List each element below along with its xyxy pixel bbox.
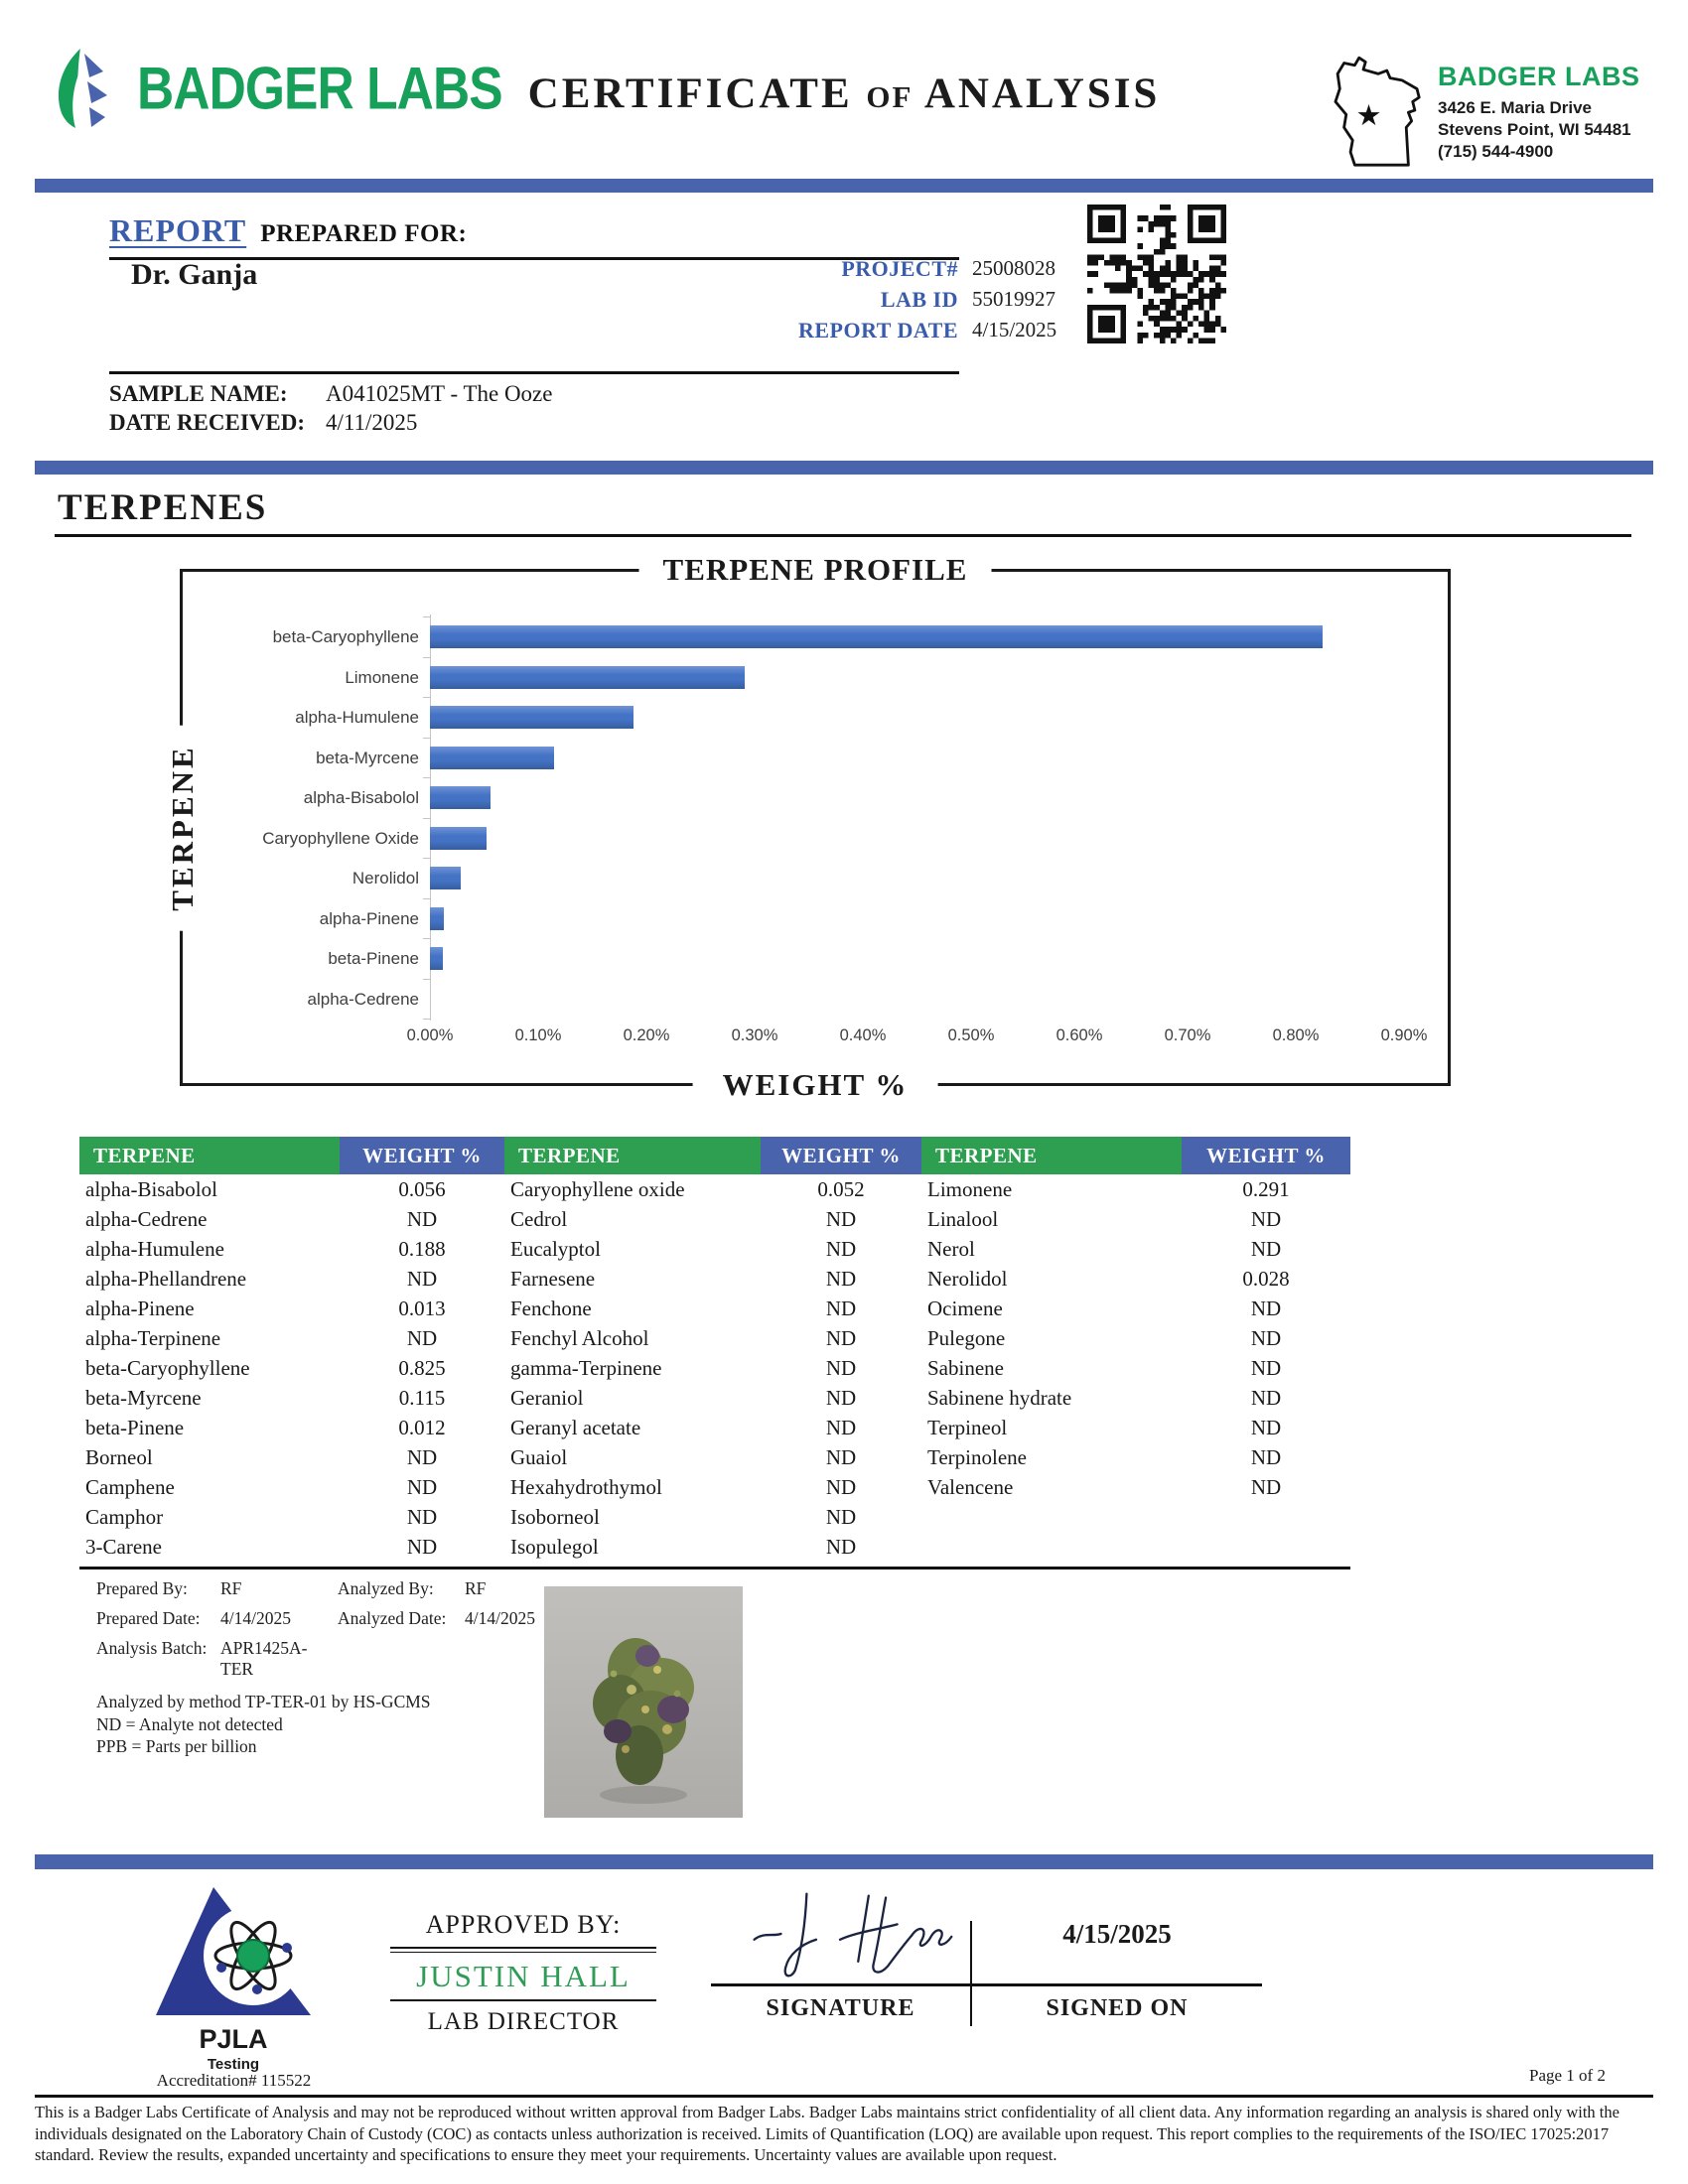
table-header-cell: WEIGHT % <box>761 1137 921 1174</box>
approver-rule <box>390 1999 656 2001</box>
prepared-by-label: Prepared By: <box>96 1578 188 1598</box>
terpene-weight-cell: ND <box>406 1445 438 1469</box>
lab-name: BADGER LABS <box>1438 62 1640 91</box>
lab-address-line2: Stevens Point, WI 54481 <box>1438 120 1631 139</box>
approved-by-block <box>390 1910 656 2036</box>
table-row <box>79 1472 1350 1502</box>
terpene-name-cell: Cedrol <box>510 1207 568 1231</box>
chart-bar <box>430 706 633 729</box>
qr-code <box>1087 205 1226 343</box>
terpene-name-cell: Nerolidol <box>927 1267 1008 1291</box>
ppb-note: PPB = Parts per billion <box>96 1736 257 1756</box>
table-header-cell: TERPENE <box>79 1137 340 1174</box>
signature-label: SIGNATURE <box>766 1995 915 2021</box>
terpene-name-cell: Fenchyl Alcohol <box>510 1326 649 1350</box>
terpene-weight-cell: ND <box>1250 1386 1282 1410</box>
terpene-weight-cell: ND <box>825 1267 857 1291</box>
chart-category-label: alpha-Bisabolol <box>303 788 419 807</box>
terpene-name-cell: 3-Carene <box>85 1535 162 1559</box>
prepared-by-value: RF <box>220 1578 242 1598</box>
terpene-name-cell: Linalool <box>927 1207 999 1231</box>
terpene-name-cell <box>921 1532 1182 1562</box>
chart-category-label: alpha-Pinene <box>319 908 419 928</box>
terpene-name-cell: Sabinene hydrate <box>927 1386 1072 1410</box>
terpene-weight-cell: 0.056 <box>398 1177 446 1201</box>
terpene-name-cell: Geraniol <box>510 1386 584 1410</box>
prepared-for-label: PREPARED FOR: <box>260 220 468 247</box>
sample-photo <box>544 1586 743 1818</box>
chart-category-label: Nerolidol <box>352 869 419 887</box>
chart-bar <box>430 786 491 809</box>
lab-id-value: 55019927 <box>972 287 1055 311</box>
x-tick-label: 0.60% <box>1055 1026 1103 1044</box>
terpene-name-cell: beta-Pinene <box>85 1416 185 1439</box>
terpene-name-cell: alpha-Terpinene <box>85 1326 221 1350</box>
terpene-weight-cell: 0.291 <box>1242 1177 1290 1201</box>
sample-name-value: A041025MT - The Ooze <box>326 381 553 406</box>
brand-wordmark: BADGER LABS <box>137 54 502 122</box>
terpene-weight-cell: ND <box>825 1416 857 1439</box>
lab-id-label: LAB ID <box>880 287 958 312</box>
table-header-row <box>79 1137 1350 1174</box>
prepared-date-label: Prepared Date: <box>96 1608 201 1628</box>
terpene-name-cell: Pulegone <box>927 1326 1006 1350</box>
chart-row <box>183 898 1448 939</box>
table-row <box>79 1502 1350 1532</box>
chart-row <box>183 738 1448 778</box>
title-part1: CERTIFICATE <box>527 70 853 117</box>
terpene-weight-cell: ND <box>406 1475 438 1499</box>
terpene-weight-cell: 0.052 <box>817 1177 865 1201</box>
chart-category-label: beta-Myrcene <box>316 748 419 767</box>
client-name: Dr. Ganja <box>131 258 258 291</box>
chart-bar <box>430 747 554 769</box>
terpene-weight-cell: ND <box>825 1207 857 1231</box>
terpene-weight-cell: ND <box>825 1326 857 1350</box>
chart-category-label: Limonene <box>345 667 419 687</box>
terpene-name-cell: gamma-Terpinene <box>510 1356 662 1380</box>
terpene-weight-cell: ND <box>406 1535 438 1559</box>
chart-bar <box>430 947 443 970</box>
chart-category-label: beta-Pinene <box>328 949 419 968</box>
chart-row <box>183 697 1448 738</box>
terpene-name-cell: Terpinolene <box>927 1445 1027 1469</box>
title-of: OF <box>866 79 914 114</box>
date-received-value: 4/11/2025 <box>326 410 418 435</box>
terpene-results-table <box>79 1137 1350 1570</box>
signed-on-label: SIGNED ON <box>1046 1995 1189 2021</box>
table-row <box>79 1234 1350 1264</box>
date-received-label: DATE RECEIVED: <box>109 410 306 435</box>
analyzed-by-value: RF <box>465 1578 487 1598</box>
chart-row <box>183 657 1448 698</box>
svg-text:★: ★ <box>1355 100 1382 133</box>
analyzed-by-label: Analyzed By: <box>338 1578 434 1598</box>
terpene-profile-chart <box>165 552 1451 1102</box>
report-label: REPORT <box>109 212 247 248</box>
terpene-weight-cell: ND <box>1250 1237 1282 1261</box>
terpene-name-cell: Caryophyllene oxide <box>510 1177 685 1201</box>
terpene-weight-cell: 0.028 <box>1242 1267 1290 1291</box>
terpene-name-cell: Eucalyptol <box>510 1237 601 1261</box>
terpene-weight-cell: ND <box>825 1475 857 1499</box>
terpene-name-cell: alpha-Cedrene <box>85 1207 208 1231</box>
report-date-label: REPORT DATE <box>798 318 958 342</box>
terpene-name-cell: Limonene <box>927 1177 1013 1201</box>
chart-row <box>183 818 1448 859</box>
chart-row <box>183 858 1448 898</box>
terpenes-rule <box>55 534 1631 537</box>
signed-on-date: 4/15/2025 <box>972 1884 1262 1986</box>
terpene-name-cell <box>921 1502 1182 1532</box>
terpene-name-cell: Guaiol <box>510 1445 568 1469</box>
terpene-name-cell: Camphene <box>85 1475 175 1499</box>
signed-on-block <box>972 1884 1262 2022</box>
chart-y-axis-title: TERPENE <box>163 725 203 930</box>
terpene-name-cell: Fenchone <box>510 1297 592 1320</box>
terpene-weight-cell: 0.825 <box>398 1356 446 1380</box>
terpenes-section-title: TERPENES <box>58 487 268 528</box>
terpene-name-cell: Hexahydrothymol <box>510 1475 662 1499</box>
table-row <box>79 1323 1350 1353</box>
analysis-batch-label: Analysis Batch: <box>96 1638 208 1658</box>
report-date-value: 4/15/2025 <box>972 318 1057 341</box>
terpene-weight-cell: ND <box>1250 1445 1282 1469</box>
terpene-weight-cell: ND <box>406 1505 438 1529</box>
chart-row <box>183 616 1448 657</box>
approver-name: JUSTIN HALL <box>416 1959 631 1993</box>
terpene-name-cell: Camphor <box>85 1505 164 1529</box>
wisconsin-map-icon <box>1323 50 1430 169</box>
terpene-weight-cell: ND <box>825 1237 857 1261</box>
project-number-value: 25008028 <box>972 256 1055 280</box>
accreditation-number: Accreditation# 115522 <box>156 2071 312 2090</box>
sample-info <box>109 371 959 436</box>
chart-bar <box>430 827 487 850</box>
x-tick-label: 0.50% <box>947 1026 995 1044</box>
nd-note: ND = Analyte not detected <box>96 1713 283 1734</box>
page-title <box>0 69 1688 118</box>
terpene-weight-cell: 0.115 <box>398 1386 446 1410</box>
prepared-date-value: 4/14/2025 <box>220 1608 291 1628</box>
pjla-atom-triangle-icon <box>154 1884 313 2017</box>
signature-area <box>711 1884 970 1986</box>
terpene-name-cell: Isoborneol <box>510 1505 600 1529</box>
table-row <box>79 1442 1350 1472</box>
x-tick-label: 0.40% <box>839 1026 887 1044</box>
terpene-weight-cell: 0.012 <box>398 1416 446 1439</box>
chart-category-label: Caryophyllene Oxide <box>262 828 419 848</box>
chart-row <box>183 938 1448 979</box>
analysis-notes <box>96 1578 573 1758</box>
terpene-weight-cell: 0.188 <box>398 1237 446 1261</box>
x-tick-label: 0.20% <box>623 1026 670 1044</box>
chart-row <box>183 979 1448 1020</box>
terpene-name-cell: Farnesene <box>510 1267 596 1291</box>
table-header-cell: TERPENE <box>921 1137 1182 1174</box>
table-row <box>79 1413 1350 1442</box>
terpene-weight-cell: ND <box>825 1386 857 1410</box>
sample-name-label: SAMPLE NAME: <box>109 381 288 406</box>
divider-bar-bottom <box>35 1854 1653 1869</box>
pjla-testing: Testing <box>207 2056 260 2073</box>
table-header-cell: WEIGHT % <box>1182 1137 1350 1174</box>
terpene-name-cell: Ocimene <box>927 1297 1003 1320</box>
chart-bar <box>430 666 745 689</box>
report-meta <box>685 256 1056 343</box>
terpene-name-cell: Terpineol <box>927 1416 1008 1439</box>
terpene-weight-cell: ND <box>1250 1416 1282 1439</box>
method-note: Analyzed by method TP-TER-01 by HS-GCMS <box>96 1692 431 1711</box>
terpene-weight-cell: ND <box>825 1356 857 1380</box>
terpene-weight-cell: ND <box>406 1326 438 1350</box>
terpene-name-cell: alpha-Phellandrene <box>85 1267 247 1291</box>
analyzed-date-label: Analyzed Date: <box>338 1608 447 1628</box>
chart-category-label: alpha-Humulene <box>295 708 419 727</box>
title-part2: ANALYSIS <box>923 70 1161 117</box>
divider-bar-middle <box>35 461 1653 475</box>
terpene-weight-cell <box>1182 1502 1350 1532</box>
terpene-weight-cell: ND <box>825 1445 857 1469</box>
terpene-weight-cell: ND <box>1250 1326 1282 1350</box>
chart-bar <box>430 907 444 930</box>
chart-title: TERPENE PROFILE <box>639 552 992 588</box>
x-tick-label: 0.10% <box>514 1026 562 1044</box>
divider-bar-top <box>35 179 1653 193</box>
lab-contact-block <box>1438 62 1666 163</box>
terpene-weight-cell: ND <box>1250 1356 1282 1380</box>
terpene-name-cell: Geranyl acetate <box>510 1416 641 1439</box>
terpene-name-cell: Sabinene <box>927 1356 1004 1380</box>
signature-script <box>721 1886 959 1981</box>
table-row <box>79 1383 1350 1413</box>
table-row <box>79 1532 1350 1562</box>
disclaimer-text: This is a Badger Labs Certificate of Analysis and may not be reproduced without written approval from Badger Labs. Badger Labs maintains strict confidentiality of all client data. Any information regarding an analysis is shared only with the individuals designated on the Laboratory Chain of Custody (COC) as contacts unless authorization is received. Limits of Quantification (LOQ) are available upon request. This report complies to the requirements of the ISO/IEC 17025:2017 standard. Review the results, expanded uncertainty and specifications to ensure they meet your requirements. Uncertainty values are available upon request. <box>35 2103 1619 2164</box>
report-section-heading <box>109 212 959 260</box>
table-row <box>79 1264 1350 1294</box>
analyzed-date-value: 4/14/2025 <box>465 1608 535 1628</box>
x-tick-label: 0.90% <box>1380 1026 1428 1044</box>
table-row <box>79 1204 1350 1234</box>
terpene-weight-cell: ND <box>825 1297 857 1320</box>
terpene-name-cell: Valencene <box>927 1475 1014 1499</box>
terpene-weight-cell: ND <box>1250 1475 1282 1499</box>
chart-row <box>183 777 1448 818</box>
chart-plot-area <box>183 572 1448 1083</box>
lab-phone: (715) 544-4900 <box>1438 142 1554 161</box>
terpene-weight-cell: 0.013 <box>398 1297 446 1320</box>
terpene-weight-cell: ND <box>1250 1297 1282 1320</box>
pjla-name: PJLA <box>199 2024 268 2054</box>
terpene-weight-cell <box>1182 1532 1350 1562</box>
chart-bar <box>430 625 1323 648</box>
footer-rule <box>35 2095 1653 2098</box>
chart-category-label: beta-Caryophyllene <box>272 627 419 646</box>
page-number: Page 1 of 2 <box>1529 2066 1606 2085</box>
terpene-name-cell: alpha-Pinene <box>85 1297 195 1320</box>
table-header-cell: TERPENE <box>504 1137 761 1174</box>
terpene-name-cell: alpha-Humulene <box>85 1237 224 1261</box>
x-tick-label: 0.00% <box>406 1026 454 1044</box>
table-row <box>79 1174 1350 1204</box>
x-tick-label: 0.80% <box>1272 1026 1320 1044</box>
terpene-name-cell: alpha-Bisabolol <box>85 1177 217 1201</box>
terpene-name-cell: beta-Caryophyllene <box>85 1356 250 1380</box>
pjla-accreditation-block <box>149 1884 318 2073</box>
double-rule <box>390 1947 656 1953</box>
terpene-weight-cell: ND <box>825 1505 857 1529</box>
chart-bar <box>430 867 461 889</box>
approver-title: LAB DIRECTOR <box>427 2008 620 2035</box>
x-tick-label: 0.70% <box>1164 1026 1211 1044</box>
terpene-weight-cell: ND <box>1250 1207 1282 1231</box>
signature-block <box>711 1884 970 2022</box>
terpene-name-cell: Nerol <box>927 1237 975 1261</box>
table-header-cell: WEIGHT % <box>340 1137 504 1174</box>
project-number-label: PROJECT# <box>841 256 958 281</box>
terpene-name-cell: Isopulegol <box>510 1535 599 1559</box>
chart-category-label: alpha-Cedrene <box>307 989 419 1009</box>
terpene-name-cell: Borneol <box>85 1445 153 1469</box>
analysis-batch-value: APR1425A-TER <box>220 1638 308 1679</box>
terpene-weight-cell: ND <box>825 1535 857 1559</box>
table-row <box>79 1294 1350 1323</box>
lab-address-line1: 3426 E. Maria Drive <box>1438 98 1592 117</box>
chart-x-axis-title: WEIGHT % <box>693 1067 938 1103</box>
terpene-weight-cell: ND <box>406 1267 438 1291</box>
x-tick-label: 0.30% <box>731 1026 778 1044</box>
terpene-name-cell: beta-Myrcene <box>85 1386 202 1410</box>
table-row <box>79 1353 1350 1383</box>
approved-by-label: APPROVED BY: <box>425 1910 622 1939</box>
terpene-weight-cell: ND <box>406 1207 438 1231</box>
